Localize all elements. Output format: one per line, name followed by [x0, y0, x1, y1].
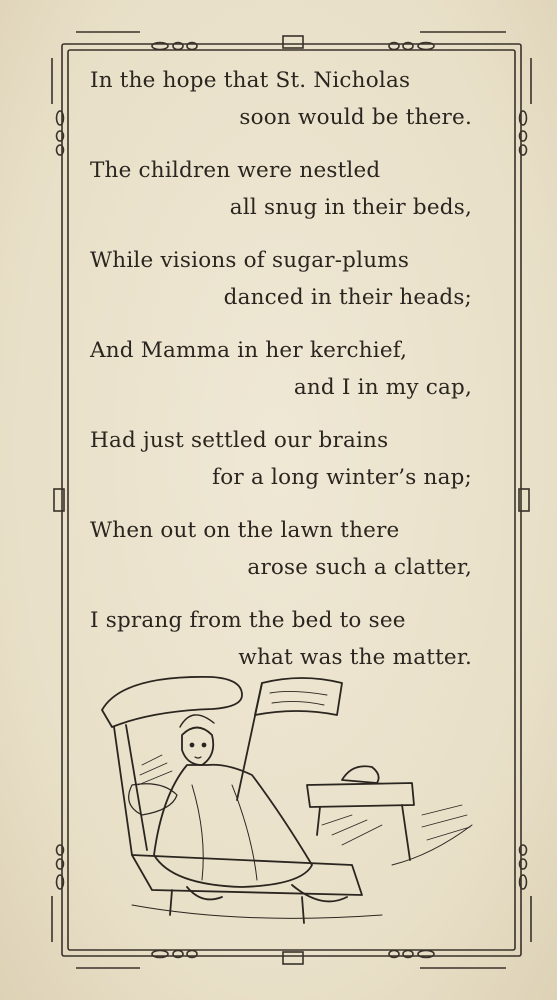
poem-line: arose such a clatter,: [247, 555, 472, 580]
poem-line: soon would be there.: [239, 105, 472, 130]
couplet: [90, 512, 472, 586]
poem-line: all snug in their beds,: [229, 195, 472, 220]
poem-line: I sprang from the bed to see: [90, 608, 406, 633]
poem-line: what was the matter.: [238, 645, 472, 670]
poem-line: When out on the lawn there: [90, 518, 400, 543]
couplet: [90, 332, 472, 406]
couplet: [90, 62, 472, 136]
poem-text: [90, 62, 472, 692]
poem-line: In the hope that St. Nicholas: [90, 68, 411, 93]
poem-line: While visions of sugar-plums: [90, 248, 410, 273]
couplet: [90, 242, 472, 316]
poem-line: And Mamma in her kerchief,: [90, 338, 408, 363]
couplet: [90, 152, 472, 226]
poem-line: and I in my cap,: [293, 375, 472, 400]
poem-line: danced in their heads;: [223, 285, 472, 310]
child-in-chair-illustration: [92, 665, 482, 930]
poem-line: for a long winter’s nap;: [212, 465, 472, 490]
couplet: [90, 422, 472, 496]
poem-line: Had just settled our brains: [90, 428, 389, 453]
poem-line: The children were nestled: [90, 158, 381, 183]
